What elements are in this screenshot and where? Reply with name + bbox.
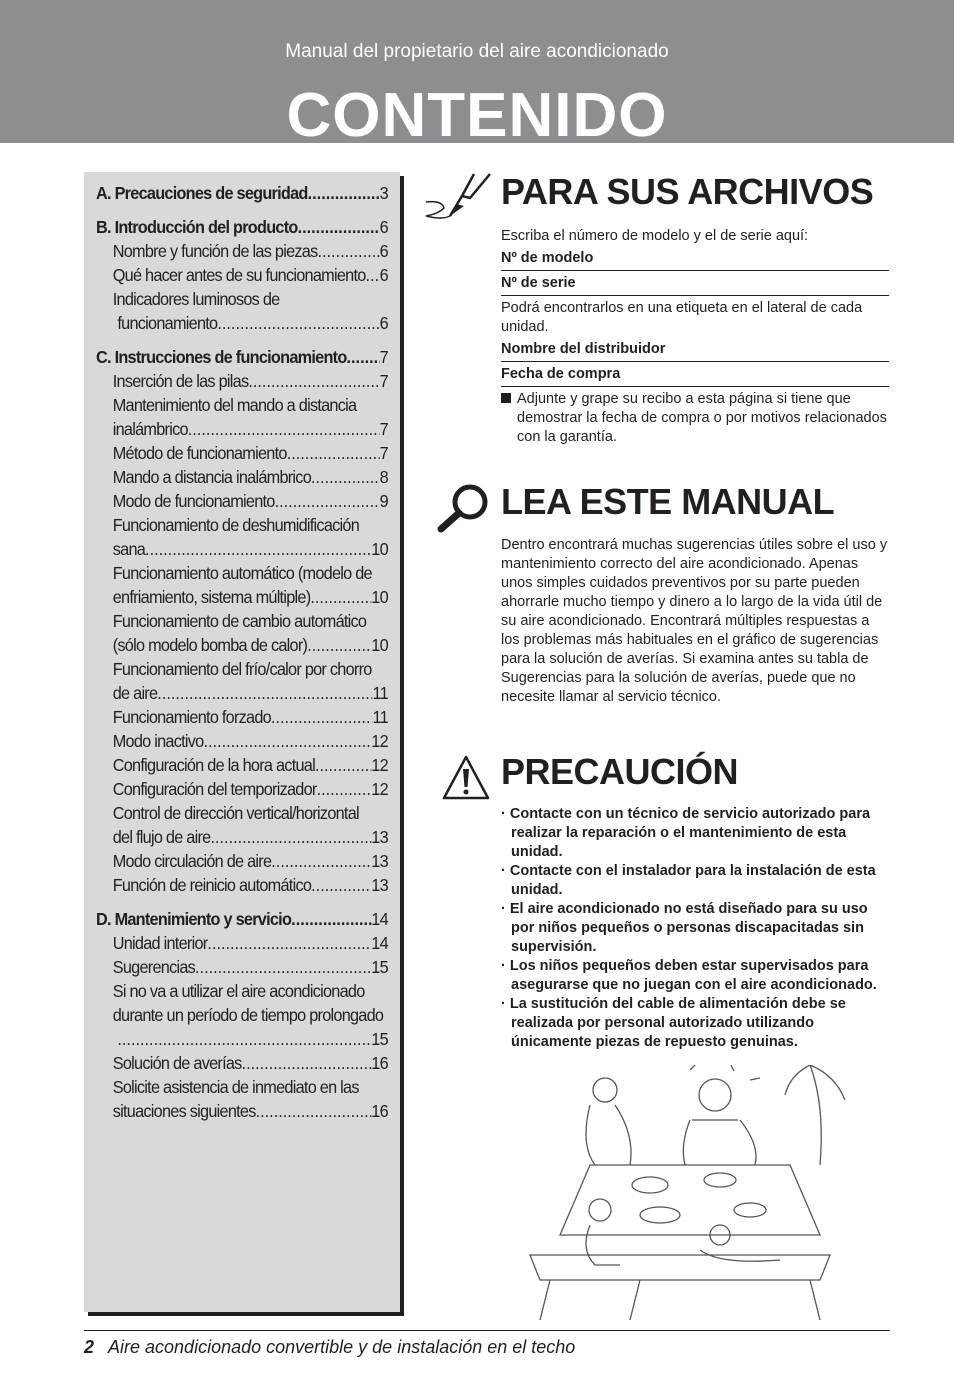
toc-entry-title: D. Mantenimiento y servicio — [96, 909, 292, 929]
dot-leader — [203, 729, 371, 753]
toc-page-number: 10 — [371, 587, 388, 607]
receipt-note-text: Adjunte y grape su recibo a esta página si tiene que demostrar la fecha de compra o por motivos relacionados con la garantía. — [517, 391, 887, 445]
caution-item — [501, 957, 889, 995]
caution-section — [501, 752, 889, 1052]
toc-entry[interactable] — [96, 263, 388, 287]
dot-leader — [275, 489, 380, 513]
dot-leader — [311, 873, 371, 897]
toc-page-number: 14 — [371, 933, 388, 953]
toc-section-heading[interactable] — [96, 907, 388, 931]
toc-page-number: 8 — [379, 467, 388, 487]
toc-entry-title: Mantenimiento del mando a distancia — [112, 395, 357, 415]
toc-entry-title: Si no va a utilizar el aire acondicionado — [112, 981, 365, 1001]
toc-entry[interactable] — [96, 1003, 388, 1027]
toc-entry[interactable] — [96, 393, 388, 417]
dot-leader — [347, 345, 380, 369]
toc-entry[interactable] — [96, 609, 388, 633]
caution-item-text: El aire acondicionado no está diseñado para su uso por niños pequeños o personas discapacitadas sin supervisión. — [509, 901, 868, 955]
toc-section-heading[interactable] — [96, 215, 388, 239]
toc-page-number: 6 — [379, 217, 388, 237]
bullet-dot: · — [501, 996, 510, 1012]
toc-page-number: 10 — [371, 539, 388, 559]
toc-entry[interactable] — [96, 489, 388, 513]
toc-section-heading[interactable] — [96, 345, 388, 369]
toc-entry-title: Funcionamiento forzado — [112, 707, 271, 727]
toc-entry[interactable] — [96, 369, 388, 393]
page-title: CONTENIDO — [286, 81, 668, 150]
toc-page-number: 11 — [372, 707, 388, 727]
dot-leader — [308, 181, 380, 205]
dot-leader — [366, 263, 380, 287]
toc-entry[interactable] — [96, 849, 388, 873]
magnifier-icon — [436, 482, 492, 534]
toc-page-number: 12 — [371, 779, 388, 799]
toc-entry[interactable] — [96, 979, 388, 1003]
toc-entry-title: A. Precauciones de seguridad — [96, 183, 308, 203]
toc-page-number: 7 — [379, 347, 388, 367]
dealer-name-field[interactable]: Nombre del distribuidor — [501, 337, 889, 362]
toc-page-number: 13 — [371, 827, 388, 847]
toc-page-number: 7 — [379, 419, 388, 439]
toc-entry-title: funcionamiento — [117, 313, 218, 333]
bullet-dot: · — [501, 901, 510, 917]
dot-leader — [271, 705, 373, 729]
toc-entry[interactable] — [96, 441, 388, 465]
toc-entry-title: Indicadores luminosos de — [112, 289, 280, 309]
read-manual-title: LEA ESTE MANUAL — [501, 481, 835, 522]
toc-entry[interactable] — [96, 955, 388, 979]
toc-entry[interactable] — [96, 537, 388, 561]
toc-entry-title: Modo circulación de aire — [112, 851, 272, 871]
toc-entry[interactable] — [96, 239, 388, 263]
page-header — [0, 0, 954, 150]
toc-entry[interactable] — [96, 777, 388, 801]
toc-entry[interactable] — [96, 825, 388, 849]
toc-page-number: 16 — [371, 1101, 388, 1121]
read-manual-body: Dentro encontrará muchas sugerencias útiles sobre el uso y mantenimiento correcto del aire acondicionado. Apenas unos simples cuidados preventivos por su parte pueden ahorrarle mucho tiempo y dinero a lo largo de la vida útil de su aire acondicionado. Encontrará múltiples respuestas a los problemas más habituales en el gráfico de sugerencias para la solución de averías. Si examina antes su tabla de Sugerencias para la solución de averías, puede que no necesite llamar al servicio técnico. — [501, 537, 888, 705]
toc-page-number: 15 — [371, 957, 388, 977]
toc-entry[interactable] — [96, 513, 388, 537]
toc-entry-title: Nombre y función de las piezas — [112, 241, 318, 261]
toc-section-heading[interactable] — [96, 181, 388, 205]
dot-leader — [145, 537, 371, 561]
toc-entry[interactable] — [96, 729, 388, 753]
dot-leader — [311, 465, 380, 489]
toc-entry-title: Qué hacer antes de su funcionamiento — [112, 265, 366, 285]
page-footer — [84, 1330, 890, 1358]
toc-entry[interactable] — [96, 311, 388, 335]
toc-entry-title: B. Introducción del producto — [96, 217, 298, 237]
toc-entry[interactable] — [96, 1075, 388, 1099]
toc-page-number: 13 — [371, 851, 388, 871]
toc-entry-title: durante un período de tiempo prolongado — [112, 1005, 384, 1025]
toc-page-number: 7 — [379, 371, 388, 391]
dot-leader — [117, 1027, 371, 1051]
dot-leader — [310, 585, 371, 609]
toc-page-number: 13 — [371, 875, 388, 895]
toc-entry[interactable] — [96, 585, 388, 609]
toc-page-number: 12 — [371, 731, 388, 751]
toc-page-number: 7 — [379, 443, 388, 463]
toc-page-number: 6 — [379, 313, 388, 333]
toc-entry-title: Inserción de las pilas — [112, 371, 249, 391]
toc-entry[interactable] — [96, 1099, 388, 1123]
records-intro: Escriba el número de modelo y el de serie aquí: — [501, 228, 809, 244]
toc-page-number: 11 — [372, 683, 388, 703]
toc-entry[interactable] — [96, 873, 388, 897]
toc-entry-title: de aire — [112, 683, 158, 703]
toc-entry[interactable] — [96, 287, 388, 311]
dot-leader — [317, 777, 372, 801]
caution-item-text: La sustitución del cable de alimentación debe se realizada por personal autorizado utilizando únicamente piezas de repuesto genuinas. — [509, 996, 846, 1050]
toc-entry-title: Solución de averías — [112, 1053, 242, 1073]
toc-entry[interactable] — [96, 633, 388, 657]
toc-entry-title: (sólo modelo bomba de calor) — [112, 635, 308, 655]
toc-entry-title: C. Instrucciones de funcionamiento — [96, 347, 347, 367]
people-at-table-illustration — [520, 1065, 850, 1325]
toc-page-number: 6 — [379, 241, 388, 261]
model-number-field[interactable]: Nº de modelo — [501, 246, 889, 271]
bullet-dot: · — [501, 806, 510, 822]
dot-leader — [242, 1051, 372, 1075]
dot-leader — [217, 311, 379, 335]
toc-entry[interactable] — [96, 1051, 388, 1075]
dot-leader — [307, 633, 371, 657]
manual-subtitle: Manual del propietario del aire acondicionado — [285, 41, 669, 62]
toc-page-number: 6 — [379, 265, 388, 285]
toc-entry-title: Solicite asistencia de inmediato en las — [112, 1077, 359, 1097]
toc-page-number: 12 — [371, 755, 388, 775]
toc-page-number: 16 — [371, 1053, 388, 1073]
pen-signature-icon — [422, 170, 494, 226]
caution-item — [501, 805, 889, 862]
records-section — [501, 172, 889, 447]
dot-leader — [317, 239, 379, 263]
toc-page-number: 9 — [379, 491, 388, 511]
toc-entry-title: Funcionamiento de deshumidificación — [112, 515, 360, 535]
dot-leader — [291, 907, 371, 931]
caution-item — [501, 900, 889, 957]
toc-entry-title: Funcionamiento de cambio automático — [112, 611, 367, 631]
section-gap — [96, 205, 388, 215]
toc-page-number: 14 — [371, 909, 388, 929]
serial-number-field[interactable]: Nº de serie — [501, 271, 889, 296]
toc-entry-title: Configuración de la hora actual — [112, 755, 315, 775]
section-gap — [96, 335, 388, 345]
dot-leader — [248, 369, 379, 393]
toc-entry[interactable] — [96, 705, 388, 729]
toc-entry-title: situaciones siguientes — [112, 1101, 256, 1121]
dot-leader — [210, 825, 371, 849]
bullet-dot: · — [501, 958, 510, 974]
toc-entry-title: inalámbrico — [112, 419, 188, 439]
dot-leader — [157, 681, 372, 705]
caution-item — [501, 862, 889, 900]
section-gap — [96, 897, 388, 907]
dot-leader — [298, 215, 380, 239]
toc-entry[interactable] — [96, 801, 388, 825]
toc-page-number: 15 — [371, 1029, 388, 1049]
dot-leader — [188, 417, 380, 441]
caution-item-text: Contacte con el instalador para la instalación de esta unidad. — [509, 863, 876, 898]
toc-entry[interactable] — [96, 417, 388, 441]
receipt-note — [501, 387, 889, 447]
toc-entry-title: Sugerencias — [112, 957, 196, 977]
caution-item-text: Contacte con un técnico de servicio autorizado para realizar la reparación o el mantenimiento de esta unidad. — [509, 806, 871, 860]
toc-entry-title: del flujo de aire — [112, 827, 211, 847]
dot-leader — [287, 441, 380, 465]
toc-entry-title: Funcionamiento del frío/calor por chorro — [112, 659, 372, 679]
toc-entry-title: enfriamiento, sistema múltiple) — [112, 587, 311, 607]
records-title: PARA SUS ARCHIVOS — [501, 171, 874, 212]
caution-item — [501, 995, 889, 1052]
toc-entry-title: Función de reinicio automático — [112, 875, 312, 895]
footer-text: Aire acondicionado convertible y de instalación en el techo — [108, 1337, 576, 1357]
warning-triangle-icon — [442, 755, 490, 801]
toc-entry-title: Unidad interior — [112, 933, 208, 953]
toc-entry[interactable] — [96, 681, 388, 705]
toc-entry[interactable] — [96, 1027, 388, 1051]
read-manual-section — [501, 482, 889, 707]
dot-leader — [195, 955, 371, 979]
toc-entry-title: Método de funcionamiento — [112, 443, 287, 463]
toc-entry[interactable] — [96, 931, 388, 955]
dot-leader — [256, 1099, 372, 1123]
toc-entry-title: Funcionamiento automático (modelo de — [112, 563, 372, 583]
square-bullet-icon — [501, 393, 511, 403]
toc-page-number: 10 — [371, 635, 388, 655]
toc-entry-title: Control de dirección vertical/horizontal — [112, 803, 359, 823]
purchase-date-field[interactable]: Fecha de compra — [501, 362, 889, 387]
toc-entry-title: Mando a distancia inalámbrico — [112, 467, 312, 487]
bullet-dot: · — [501, 863, 510, 879]
records-note: Podrá encontrarlos en una etiqueta en el lateral de cada unidad. — [501, 300, 863, 335]
toc-entry-title: Configuración del temporizador — [112, 779, 317, 799]
toc-entry[interactable] — [96, 753, 388, 777]
toc-entry[interactable] — [96, 657, 388, 681]
toc-entry-title: Modo de funcionamiento — [112, 491, 275, 511]
dot-leader — [315, 753, 371, 777]
caution-item-text: Los niños pequeños deben estar supervisados para asegurarse que no juegan con el aire acondicionado. — [509, 958, 877, 993]
page-number: 2 — [84, 1337, 95, 1357]
toc-page-number: 3 — [379, 183, 388, 203]
toc-entry-title: sana — [112, 539, 146, 559]
dot-leader — [207, 931, 371, 955]
caution-title: PRECAUCIÓN — [501, 751, 739, 792]
toc-entry[interactable] — [96, 561, 388, 585]
toc-entry[interactable] — [96, 465, 388, 489]
toc-entry-title: Modo inactivo — [112, 731, 204, 751]
table-of-contents — [84, 172, 400, 1312]
dot-leader — [271, 849, 371, 873]
